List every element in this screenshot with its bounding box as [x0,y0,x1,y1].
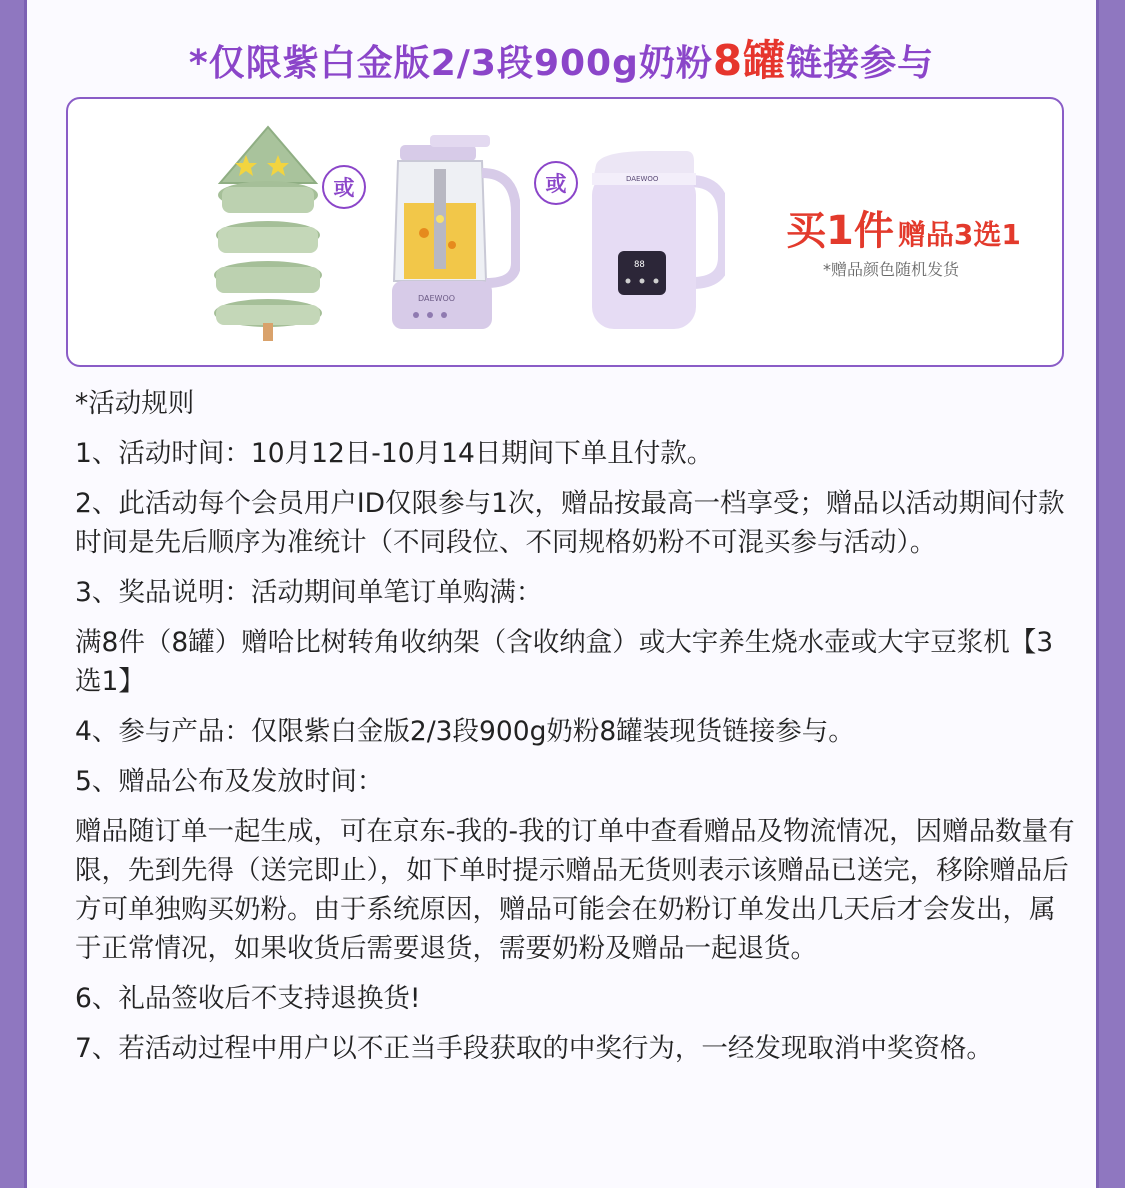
soymilk-maker-icon [590,147,725,333]
promo-panel [24,0,1099,1188]
rule-item: 赠品随订单一起生成，可在京东-我的-我的订单中查看赠品及物流情况，因赠品数量有限，先到先得（送完即止），如下单时提示赠品无货则表示该赠品已送完，移除赠品后方可单独购买奶粉。由于系统原因，赠品可能会在奶粉订单发出几天后才会发出，属于正常情况，如果收货后需要退货，需要奶粉及赠品一起退货。 [75,816,1075,964]
activity-rules [75,384,1075,1079]
rule-item: 1、活动时间：10月12日-10月14日期间下单且付款。 [75,438,714,469]
headline-suffix: 链接参与 [786,43,935,84]
soy-display-readout: 88 [634,260,645,270]
rule-item: 7、若活动过程中用户以不正当手段获取的中奖行为，一经发现取消中奖资格。 [75,1033,993,1064]
headline-prefix: *仅限紫白金版2/3段900g奶粉 [188,43,713,84]
gift-showcase [66,97,1064,367]
or-badge-2: 或 [534,161,578,205]
health-kettle-icon [390,133,520,333]
rule-item: 6、礼品签收后不支持退换货! [75,983,421,1014]
rule-item: 3、奖品说明：活动期间单笔订单购满： [75,577,543,608]
rule-item: 满8件（8罐）赠哈比树转角收纳架（含收纳盒）或大宇养生烧水壶或大宇豆浆机【3选1】 [75,627,1054,697]
buy-offer-line [786,199,1021,256]
buy-label: 买1件 [786,208,894,254]
tree-shelf-icon [208,125,328,343]
gift-choice-label: 赠品3选1 [897,218,1021,251]
rule-item: 5、赠品公布及发放时间： [75,766,384,797]
promo-headline [27,28,1096,88]
headline-highlight: 8罐 [712,36,787,85]
kettle-brand-label: DAEWOO [418,294,456,303]
rule-item: 4、参与产品：仅限紫白金版2/3段900g奶粉8罐装现货链接参与。 [75,716,855,747]
color-random-note: *赠品颜色随机发货 [823,260,960,279]
soy-brand-label: DAEWOO [626,175,659,183]
rules-title: *活动规则 [75,388,195,419]
rule-item: 2、此活动每个会员用户ID仅限参与1次，赠品按最高一档享受；赠品以活动期间付款时间是先后顺序为准统计（不同段位、不同规格奶粉不可混买参与活动）。 [75,488,1065,558]
or-badge-1: 或 [322,165,366,209]
